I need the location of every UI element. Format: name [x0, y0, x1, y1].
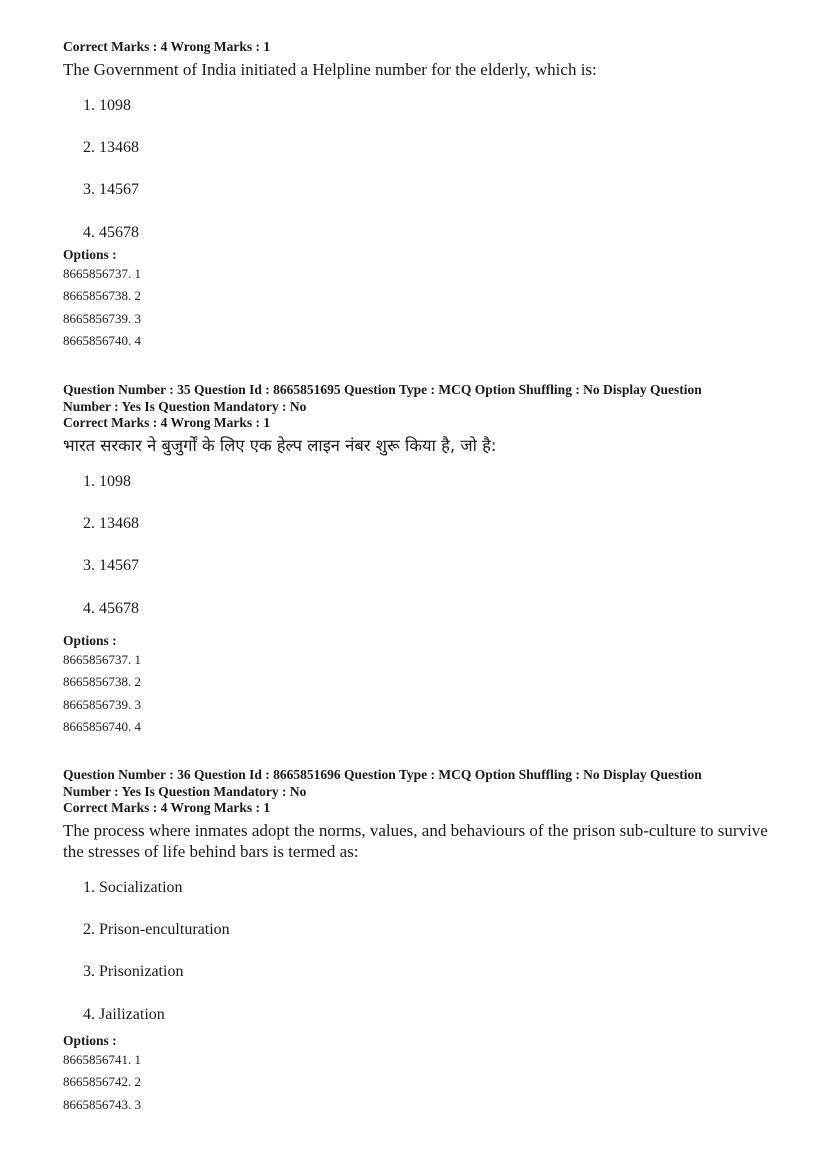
options-label: Options :	[63, 247, 117, 262]
question-text: The process where inmates adopt the norms, values, and behaviours of the prison sub-culture to survive the stresses of life behind bars is termed as:	[63, 820, 768, 861]
answer-choice: 2. 13468	[83, 138, 139, 156]
question-header-cont: Number : Yes Is Question Mandatory : No	[63, 398, 307, 414]
answer-choice: 2. Prison-enculturation	[83, 920, 230, 938]
question-header-cont: Number : Yes Is Question Mandatory : No	[63, 783, 307, 799]
question-text: भारत सरकार ने बुजुर्गों के लिए एक हेल्प लाइन नंबर शुरू किया है, जो है:	[63, 435, 497, 455]
answer-choice: 4. 45678	[83, 599, 139, 617]
answer-choice: 2. 13468	[83, 514, 139, 532]
answer-choices	[63, 862, 773, 1030]
answer-choice: 1. 1098	[83, 96, 131, 114]
option-item: 8665856739. 3	[63, 696, 141, 712]
options-list-34	[63, 246, 773, 352]
question-header: Question Number : 35 Question Id : 8665851695 Question Type : MCQ Option Shuffling : No Display Question	[63, 382, 702, 397]
option-item: 8665856741. 1	[63, 1052, 141, 1067]
answer-choices	[63, 456, 773, 624]
options-label: Options :	[63, 1033, 117, 1048]
answer-choice: 1. 1098	[83, 472, 131, 490]
answer-choices	[63, 80, 773, 248]
question-35	[63, 382, 773, 623]
answer-choice: 4. Jailization	[83, 1005, 165, 1023]
option-item: 8665856738. 2	[63, 674, 141, 690]
options-list-36	[63, 1032, 773, 1116]
option-item: 8665856740. 4	[63, 332, 141, 348]
answer-choice: 4. 45678	[83, 223, 139, 241]
question-header: Question Number : 36 Question Id : 8665851696 Question Type : MCQ Option Shuffling : No Display Question	[63, 767, 702, 782]
question-marks: Correct Marks : 4 Wrong Marks : 1	[63, 39, 271, 54]
option-item: 8665856739. 3	[63, 310, 141, 326]
options-list-35	[63, 632, 773, 738]
answer-choice: 3. 14567	[83, 557, 139, 574]
option-item: 8665856738. 2	[63, 288, 141, 304]
answer-choice: 3. 14567	[83, 181, 139, 198]
answer-choice: 3. Prisonization	[83, 963, 184, 980]
question-text: The Government of India initiated a Helpline number for the elderly, which is:	[63, 59, 597, 79]
question-marks: Correct Marks : 4 Wrong Marks : 1	[63, 415, 271, 430]
option-item: 8665856743. 3	[63, 1096, 141, 1112]
option-item: 8665856742. 2	[63, 1074, 141, 1090]
answer-choice: 1. Socialization	[83, 878, 183, 896]
option-item: 8665856737. 1	[63, 266, 141, 281]
question-marks: Correct Marks : 4 Wrong Marks : 1	[63, 800, 271, 815]
question-36	[63, 767, 773, 1029]
question-34	[63, 39, 773, 247]
option-item: 8665856737. 1	[63, 652, 141, 667]
option-item: 8665856740. 4	[63, 718, 141, 734]
options-label: Options :	[63, 633, 117, 648]
